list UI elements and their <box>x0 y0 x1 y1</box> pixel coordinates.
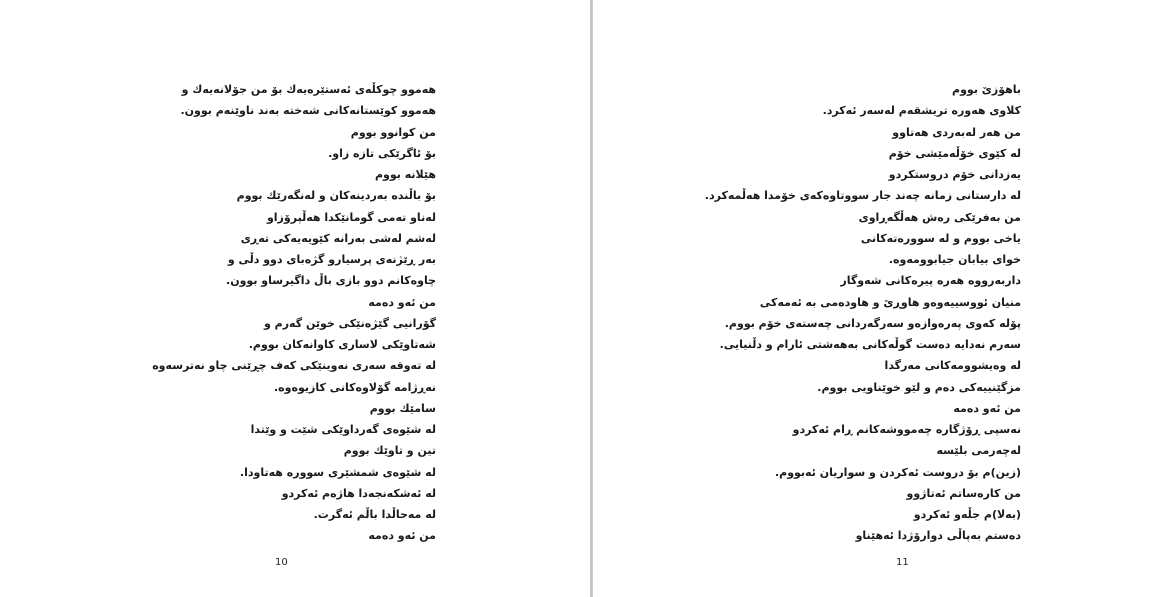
text-line: من هەر لەبەردی هەتاوو <box>892 125 1021 139</box>
text-line: (بەلا)م جڵەو ئەکردو <box>913 508 1021 521</box>
text-line: من کوانوو بووم <box>350 125 436 139</box>
text-line: دەستم بەپاڵی دوارۆژدا ئەهێناو <box>855 529 1021 543</box>
text-line: باهۆزێ بووم <box>952 83 1021 96</box>
text-line: هێلانە بووم <box>374 168 436 181</box>
text-line: لە کێوی خۆڵەمێشی خۆم <box>888 146 1021 160</box>
text-line: گۆرانیی گێژەنێکی خوێن گەرم و <box>264 316 436 330</box>
text-line: بەر ڕێژنەی پرسیارو گژەبای دوو دڵی و <box>227 253 436 266</box>
text-line: لە دارستانی زمانە چەند جار سووتاوەکەی خۆمدا هەڵمەکرد. <box>704 189 1021 203</box>
text-line: منیان ئووسییەوەو هاوڕێ و هاودەمی بە ئەمەکی <box>759 295 1021 309</box>
text-line: من کارەساتم ئەتاژوو <box>906 486 1021 500</box>
text-line: سامێك بووم <box>369 401 436 415</box>
text-line: بۆ ئاگرێکی تازە زاو. <box>328 146 436 160</box>
text-line: شەتاوێکی لاساری کاوانەکان بووم. <box>248 338 436 351</box>
text-line: لە شێوەی شمشێری سوورە هەتاودا. <box>239 465 436 479</box>
text-line: تین و تاوێك بووم <box>343 444 436 458</box>
text-line: لە ئەشکەنجەدا هاژەم ئەکردو <box>281 486 436 500</box>
text-line: لەشم لەشی بەرانە کێویەیەکی تەڕی <box>240 231 436 245</box>
text-line: لەچەرمی بلێسە <box>936 444 1021 458</box>
text-line: لە تەوقە سەری نەوینێکی کەف چڕێنی چاو نەترسەوە <box>152 359 436 373</box>
text-line: من بەفرێکی رەش هەڵگەڕاوی <box>858 210 1021 224</box>
text-line: چاوەکانم دوو بازی باڵ داگیرساو بوون. <box>226 274 436 288</box>
text-line: لە مەحاڵدا باڵم ئەگرت. <box>313 508 436 521</box>
text-line: کلاوی هەورە تریشقەم لەسەر ئەکرد. <box>822 104 1021 118</box>
text-line: بۆ باڵندە بەردینەکان و لەنگەرێك بووم <box>236 189 436 203</box>
text-line: (زین)م بۆ دروست ئەکردن و سواریان ئەبووم. <box>774 465 1021 479</box>
right-page-text <box>621 79 1021 547</box>
text-line: من ئەو دەمە <box>368 295 436 309</box>
text-line: لەناو تەمی گومانێکدا هەڵپرۆزاو <box>266 210 436 224</box>
text-line: هەموو کوێستانەکانی شەختە بەند ناوێنەم بوون. <box>180 104 436 118</box>
left-page-text <box>36 79 436 547</box>
text-line: یاخی بووم و لە سوورەتەکانی <box>860 231 1021 245</box>
text-line: داربەرووە هەرە پیرەکانی شەوگار <box>840 274 1021 288</box>
text-line: مزگێنییەکی دەم و لێو خوێناویی بووم. <box>817 380 1021 394</box>
text-line: پۆلە کەوی پەرەوازەو سەرگەردانی چەستەی خۆم بووم. <box>724 316 1021 330</box>
text-line: نەسپی ڕۆژگارە چەمووشەکانم ڕام ئەکردو <box>792 423 1021 436</box>
text-line: سەرم نەدایە دەست گوڵەکانی بەهەشتی ئارام و دڵنیایی. <box>719 338 1021 351</box>
text-line: هەموو چوکڵەی ئەستێرەیەك بۆ من جۆلانەیەك و <box>181 83 436 96</box>
text-line: من ئەو دەمە <box>953 401 1021 415</box>
right-page <box>593 0 1171 597</box>
text-line: نەڕژامە گۆلاوەکانی کازیوەوە. <box>273 380 436 394</box>
text-line: خوای بیابان جیابوومەوە. <box>888 253 1021 266</box>
text-line: لە وەیشوومەکانی مەرگدا <box>884 359 1021 373</box>
text-line: یەزدانی خۆم دروستکردو <box>888 168 1021 181</box>
left-page-number: 10 <box>275 557 288 568</box>
text-line: من ئەو دەمە <box>368 529 436 543</box>
right-page-number: 11 <box>896 557 909 568</box>
text-line: لە شێوەی گەرداوێکی شێت و وێتدا <box>250 423 436 436</box>
